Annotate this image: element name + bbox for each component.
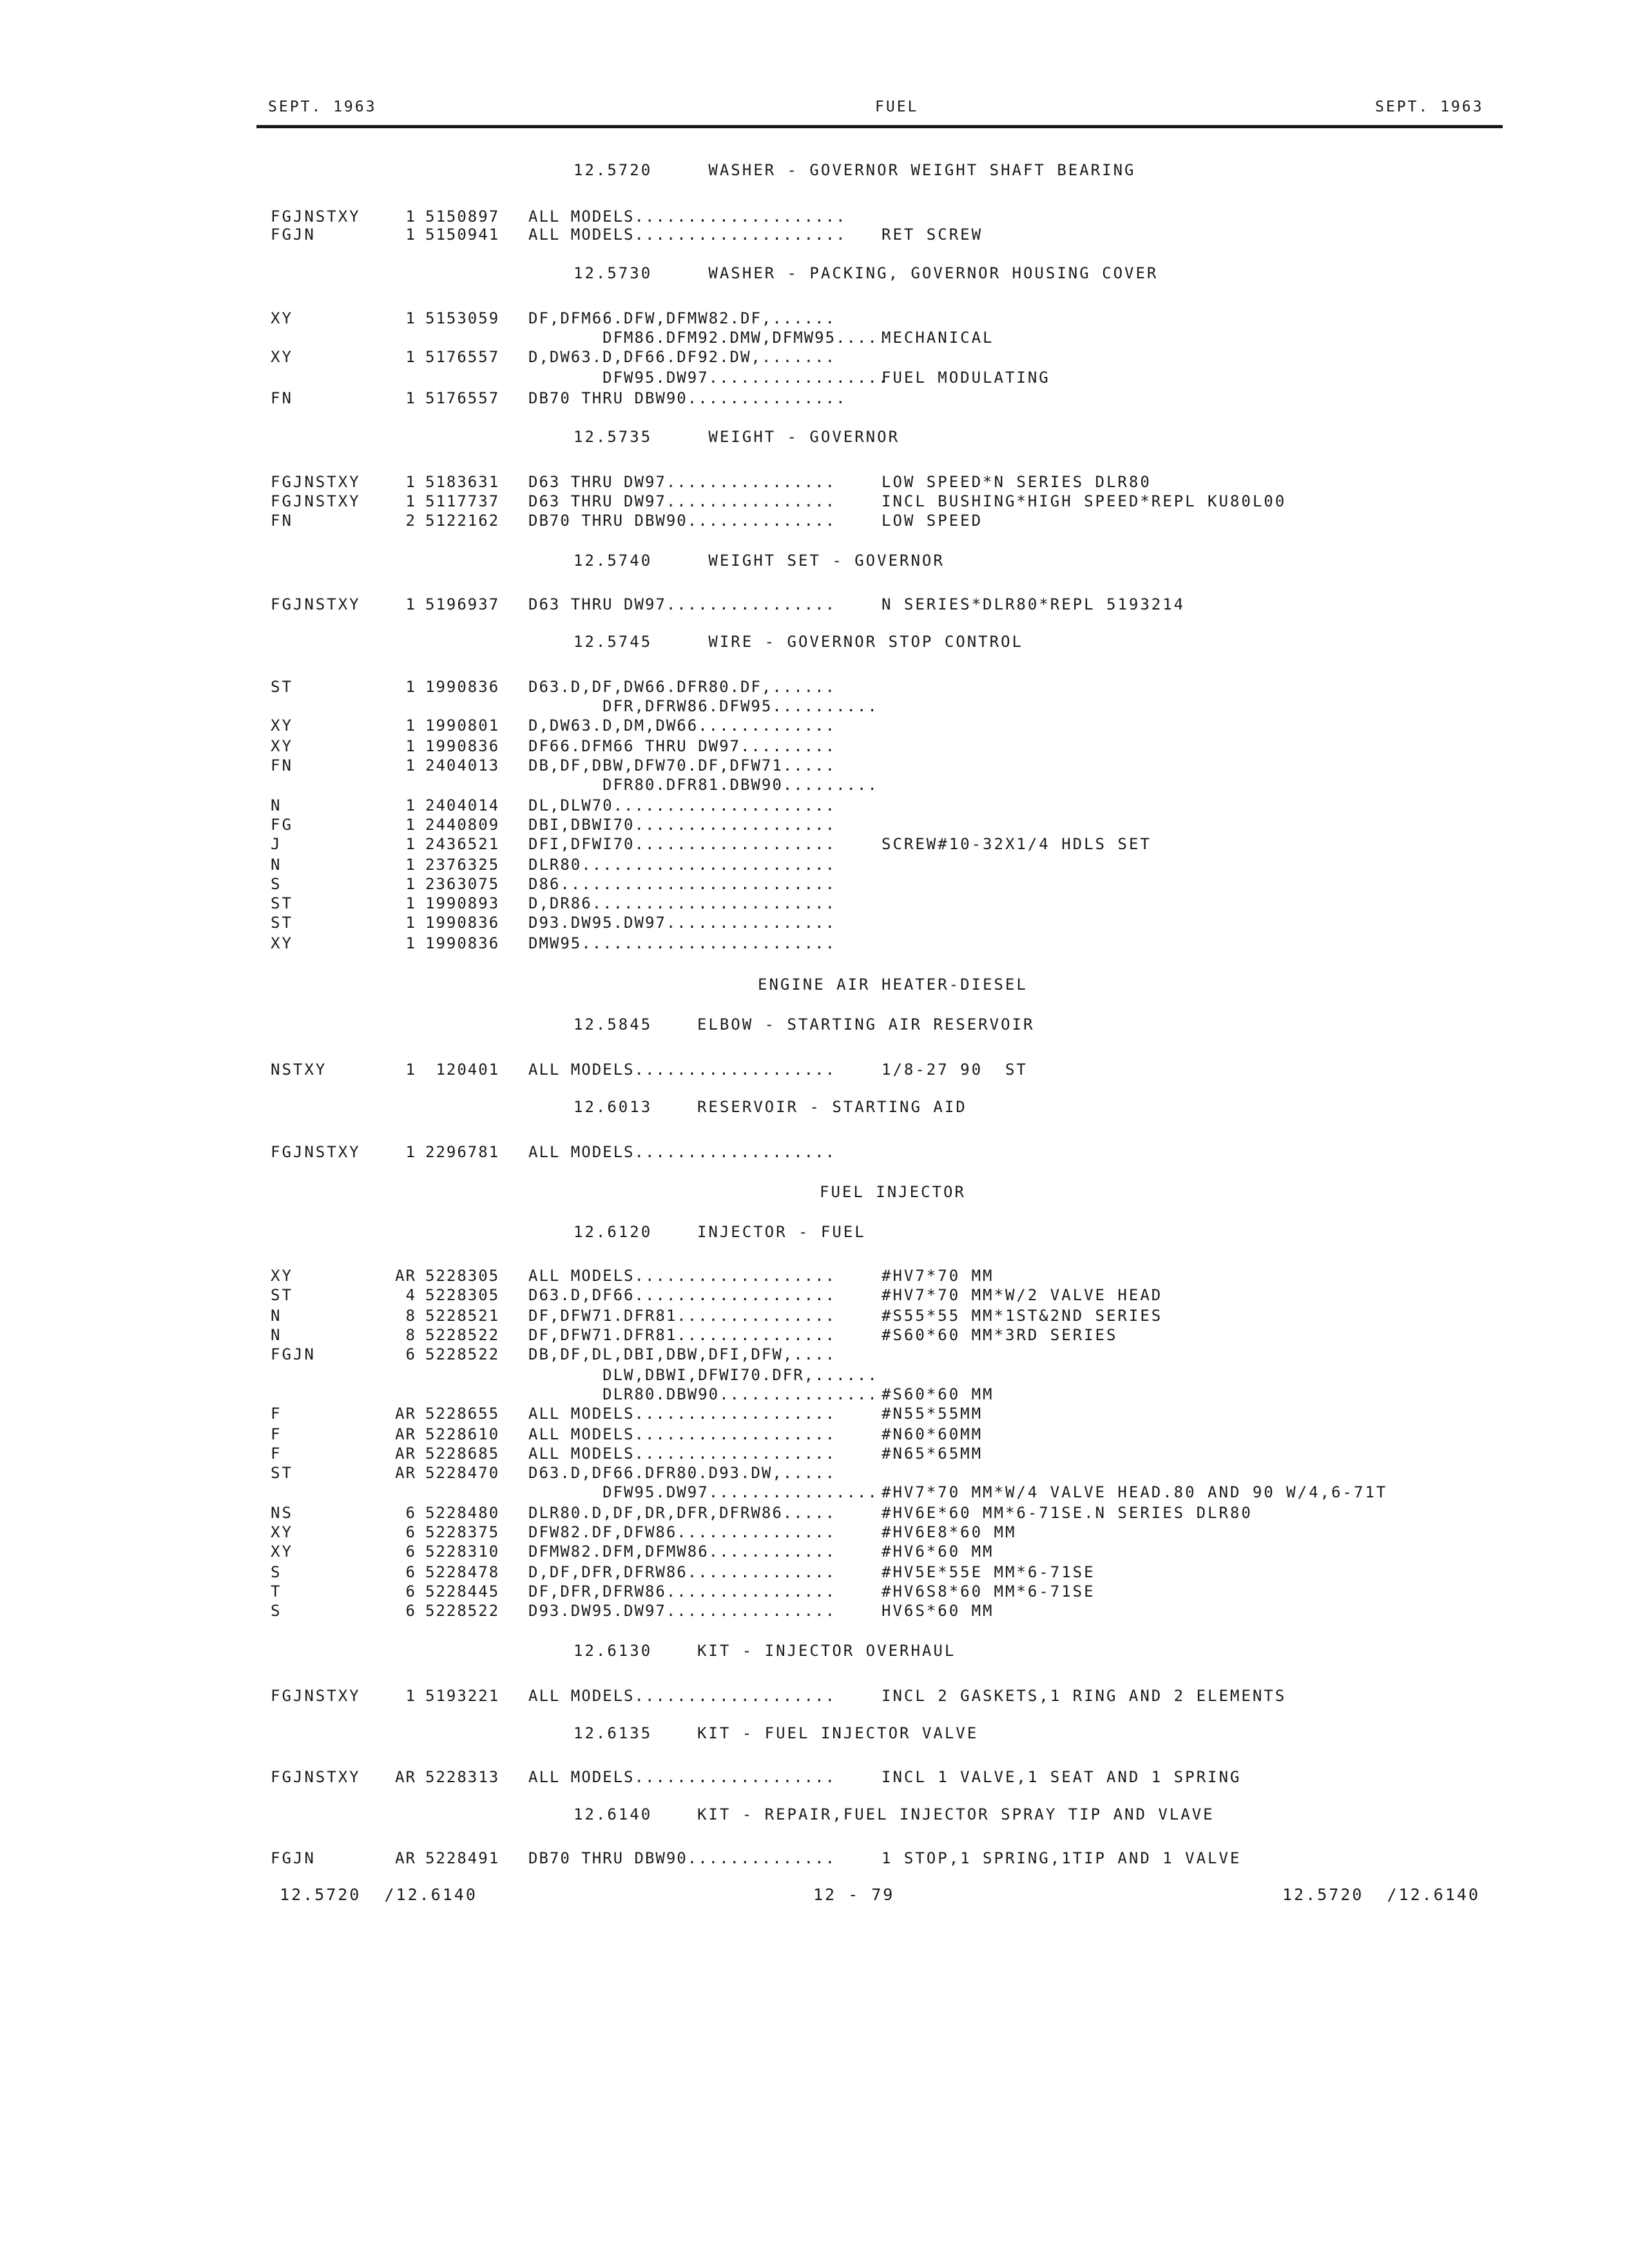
model-code: FGJN <box>271 226 316 244</box>
model-applicability: ALL MODELS................... <box>528 1267 836 1285</box>
item-heading: 12.5730 WASHER - PACKING, GOVERNOR HOUSING COVER <box>574 264 1159 282</box>
item-heading: 12.5735 WEIGHT - GOVERNOR <box>574 428 900 446</box>
model-applicability: DF66.DFM66 THRU DW97......... <box>528 737 836 755</box>
item-heading: 12.6013 RESERVOIR - STARTING AID <box>574 1098 967 1116</box>
model-applicability: DF,DFW71.DFR81............... <box>528 1326 836 1344</box>
item-heading: 12.5720 WASHER - GOVERNOR WEIGHT SHAFT BEARING <box>574 161 1136 179</box>
quantity: 1 <box>405 492 416 510</box>
model-applicability: D,DF,DFR,DFRW86.............. <box>528 1563 836 1581</box>
quantity: 1 <box>405 914 416 932</box>
model-applicability: D93.DW95.DW97................ <box>528 1602 836 1620</box>
section-title: ENGINE AIR HEATER-DIESEL <box>758 975 1028 994</box>
model-applicability: DFM86.DFM92.DMW,DFMW95..... <box>528 329 889 347</box>
model-applicability: D93.DW95.DW97................ <box>528 914 836 932</box>
remark: #N55*55MM <box>882 1405 983 1423</box>
model-applicability: ALL MODELS................... <box>528 1061 836 1079</box>
model-applicability: DB70 THRU DBW90.............. <box>528 512 836 530</box>
model-applicability: DFR80.DFR81.DBW90......... <box>528 776 878 794</box>
model-code: FN <box>271 512 293 530</box>
quantity: 1 <box>405 716 416 735</box>
part-number: 5228610 <box>425 1425 500 1443</box>
quantity: 8 <box>405 1326 416 1344</box>
model-code: F <box>271 1405 282 1423</box>
model-code: N <box>271 1326 282 1344</box>
part-number: 2436521 <box>425 835 500 853</box>
model-code: T <box>271 1582 282 1600</box>
quantity: 1 <box>405 473 416 491</box>
model-applicability: D63 THRU DW97................ <box>528 473 836 491</box>
model-code: NS <box>271 1504 293 1522</box>
part-number: 5228445 <box>425 1582 500 1600</box>
quantity: 1 <box>405 678 416 696</box>
model-applicability: ALL MODELS................... <box>528 1687 836 1705</box>
section-title: FUEL INJECTOR <box>820 1183 966 1201</box>
model-applicability: ALL MODELS................... <box>528 1768 836 1786</box>
model-applicability: DLW,DBWI,DFWI70.DFR,...... <box>528 1366 878 1384</box>
model-applicability: DFI,DFWI70................... <box>528 835 836 853</box>
model-code: ST <box>271 914 293 932</box>
remark: RET SCREW <box>882 226 983 244</box>
quantity: AR <box>395 1445 416 1463</box>
item-heading: 12.6140 KIT - REPAIR,FUEL INJECTOR SPRAY TIP AND VLAVE <box>574 1805 1215 1823</box>
model-code: N <box>271 856 282 874</box>
quantity: 1 <box>405 207 416 226</box>
footer-range-left: 12.5720 /12.6140 <box>280 1885 477 1904</box>
quantity: 1 <box>405 1061 416 1079</box>
model-code: N <box>271 796 282 814</box>
remark: #N60*60MM <box>882 1425 983 1443</box>
quantity: 1 <box>405 756 416 774</box>
part-number: 1990836 <box>425 737 500 755</box>
model-code: FGJNSTXY <box>271 595 361 613</box>
header-rule <box>256 125 1503 128</box>
model-applicability: D63 THRU DW97................ <box>528 492 836 510</box>
remark: #S55*55 MM*1ST&2ND SERIES <box>882 1307 1163 1325</box>
item-heading: 12.5845 ELBOW - STARTING AIR RESERVOIR <box>574 1015 1035 1033</box>
remark: MECHANICAL <box>882 329 994 347</box>
part-number: 5176557 <box>425 348 500 366</box>
part-number: 5176557 <box>425 389 500 407</box>
quantity: AR <box>395 1849 416 1867</box>
quantity: AR <box>395 1768 416 1786</box>
model-applicability: DLR80.DBW90............... <box>528 1385 878 1403</box>
part-number: 5150941 <box>425 226 500 244</box>
quantity: 1 <box>405 856 416 874</box>
model-code: FGJNSTXY <box>271 1768 361 1786</box>
remark: #HV7*70 MM <box>882 1267 994 1285</box>
item-heading: 12.5740 WEIGHT SET - GOVERNOR <box>574 552 945 570</box>
model-code: S <box>271 1602 282 1620</box>
model-applicability: ALL MODELS................... <box>528 1425 836 1443</box>
part-number: 5122162 <box>425 512 500 530</box>
part-number: 5150897 <box>425 207 500 226</box>
remark: INCL 2 GASKETS,1 RING AND 2 ELEMENTS <box>882 1687 1287 1705</box>
model-applicability: DFMW82.DFM,DFMW86............ <box>528 1542 836 1561</box>
remark: FUEL MODULATING <box>882 369 1050 387</box>
quantity: AR <box>395 1267 416 1285</box>
model-applicability: DFW95.DW97................. <box>528 369 889 387</box>
quantity: 1 <box>405 389 416 407</box>
model-code: FGJNSTXY <box>271 207 361 226</box>
remark: #HV6S8*60 MM*6-71SE <box>882 1582 1095 1600</box>
part-number: 5153059 <box>425 309 500 327</box>
quantity: 1 <box>405 1687 416 1705</box>
part-number: 1990836 <box>425 678 500 696</box>
part-number: 5228305 <box>425 1286 500 1304</box>
part-number: 5228685 <box>425 1445 500 1463</box>
model-applicability: DLR80.D,DF,DR,DFR,DFRW86..... <box>528 1504 836 1522</box>
model-applicability: DL,DLW70..................... <box>528 796 836 814</box>
quantity: 1 <box>405 835 416 853</box>
model-code: ST <box>271 1286 293 1304</box>
remark: HV6S*60 MM <box>882 1602 994 1620</box>
model-applicability: ALL MODELS................... <box>528 1143 836 1161</box>
model-applicability: D86.......................... <box>528 875 836 893</box>
quantity: 8 <box>405 1307 416 1325</box>
header-date-left: SEPT. 1963 <box>268 99 377 115</box>
remark: #HV6E*60 MM*6-71SE.N SERIES DLR80 <box>882 1504 1253 1522</box>
quantity: 2 <box>405 512 416 530</box>
quantity: 1 <box>405 1143 416 1161</box>
part-number: 5228305 <box>425 1267 500 1285</box>
model-code: FGJNSTXY <box>271 473 361 491</box>
part-number: 5228522 <box>425 1602 500 1620</box>
part-number: 5228470 <box>425 1464 500 1482</box>
model-applicability: DBI,DBWI70................... <box>528 816 836 834</box>
quantity: 1 <box>405 226 416 244</box>
quantity: 6 <box>405 1345 416 1363</box>
remark: INCL BUSHING*HIGH SPEED*REPL KU80L00 <box>882 492 1287 510</box>
model-applicability: DB70 THRU DBW90.............. <box>528 1849 836 1867</box>
remark: 1 STOP,1 SPRING,1TIP AND 1 VALVE <box>882 1849 1242 1867</box>
quantity: 6 <box>405 1504 416 1522</box>
model-applicability: DB70 THRU DBW90............... <box>528 389 847 407</box>
footer-range-right: 12.5720 /12.6140 <box>1282 1885 1480 1904</box>
quantity: 1 <box>405 875 416 893</box>
model-applicability: DFR,DFRW86.DFW95.......... <box>528 697 878 715</box>
part-number: 1990801 <box>425 716 500 735</box>
remark: LOW SPEED*N SERIES DLR80 <box>882 473 1152 491</box>
part-number: 2363075 <box>425 875 500 893</box>
remark: #HV5E*55E MM*6-71SE <box>882 1563 1095 1581</box>
model-applicability: DFW95.DW97................ <box>528 1483 878 1501</box>
model-applicability: D63.D,DF,DW66.DFR80.DF,...... <box>528 678 836 696</box>
part-number: 5228478 <box>425 1563 500 1581</box>
model-applicability: DLR80........................ <box>528 856 836 874</box>
model-applicability: DB,DF,DL,DBI,DBW,DFI,DFW,.... <box>528 1345 836 1363</box>
model-code: ST <box>271 678 293 696</box>
model-code: ST <box>271 894 293 912</box>
item-heading: 12.5745 WIRE - GOVERNOR STOP CONTROL <box>574 633 1023 651</box>
remark: INCL 1 VALVE,1 SEAT AND 1 SPRING <box>882 1768 1242 1786</box>
model-code: ST <box>271 1464 293 1482</box>
remark: 1/8-27 90 ST <box>882 1061 1028 1079</box>
part-number: 5183631 <box>425 473 500 491</box>
model-applicability: D,DR86....................... <box>528 894 836 912</box>
item-heading: 12.6135 KIT - FUEL INJECTOR VALVE <box>574 1724 979 1742</box>
item-heading: 12.6120 INJECTOR - FUEL <box>574 1223 866 1241</box>
model-applicability: D,DW63.D,DF66.DF92.DW,....... <box>528 348 836 366</box>
quantity: 6 <box>405 1602 416 1620</box>
part-number: 2376325 <box>425 856 500 874</box>
model-code: FGJN <box>271 1345 316 1363</box>
quantity: 4 <box>405 1286 416 1304</box>
quantity: 1 <box>405 816 416 834</box>
model-applicability: ALL MODELS................... <box>528 1405 836 1423</box>
quantity: 6 <box>405 1542 416 1561</box>
quantity: 1 <box>405 595 416 613</box>
part-number: 5117737 <box>425 492 500 510</box>
remark: #N65*65MM <box>882 1445 983 1463</box>
quantity: 1 <box>405 309 416 327</box>
model-code: F <box>271 1425 282 1443</box>
part-number: 2404014 <box>425 796 500 814</box>
remark: #S60*60 MM*3RD SERIES <box>882 1326 1118 1344</box>
model-code: XY <box>271 348 293 366</box>
quantity: AR <box>395 1464 416 1482</box>
model-code: N <box>271 1307 282 1325</box>
remark: N SERIES*DLR80*REPL 5193214 <box>882 595 1186 613</box>
part-number: 5228522 <box>425 1326 500 1344</box>
model-applicability: DF,DFR,DFRW86................ <box>528 1582 836 1600</box>
part-number: 5228491 <box>425 1849 500 1867</box>
remark: LOW SPEED <box>882 512 983 530</box>
part-number: 5228313 <box>425 1768 500 1786</box>
model-applicability: DF,DFM66.DFW,DFMW82.DF,...... <box>528 309 836 327</box>
part-number: 5193221 <box>425 1687 500 1705</box>
quantity: 1 <box>405 737 416 755</box>
model-code: FGJNSTXY <box>271 1143 361 1161</box>
model-applicability: D63.D,DF66.DFR80.D93.DW,..... <box>528 1464 836 1482</box>
part-number: 5228375 <box>425 1523 500 1541</box>
remark: SCREW#10-32X1/4 HDLS SET <box>882 835 1152 853</box>
model-code: XY <box>271 1523 293 1541</box>
footer-page-number: 12 - 79 <box>813 1885 895 1904</box>
model-applicability: DMW95........................ <box>528 934 836 952</box>
model-applicability: ALL MODELS.................... <box>528 226 847 244</box>
part-number: 5228310 <box>425 1542 500 1561</box>
part-number: 5228480 <box>425 1504 500 1522</box>
remark: #S60*60 MM <box>882 1385 994 1403</box>
part-number: 2404013 <box>425 756 500 774</box>
model-applicability: ALL MODELS................... <box>528 1445 836 1463</box>
part-number: 5228521 <box>425 1307 500 1325</box>
part-number: 1990836 <box>425 914 500 932</box>
model-applicability: DFW82.DF,DFW86............... <box>528 1523 836 1541</box>
model-code: FN <box>271 756 293 774</box>
model-code: XY <box>271 1267 293 1285</box>
model-code: FGJN <box>271 1849 316 1867</box>
part-number: 1990893 <box>425 894 500 912</box>
model-code: FGJNSTXY <box>271 492 361 510</box>
quantity: 6 <box>405 1523 416 1541</box>
remark: #HV6E8*60 MM <box>882 1523 1017 1541</box>
remark: #HV7*70 MM*W/2 VALVE HEAD <box>882 1286 1163 1304</box>
model-code: FG <box>271 816 293 834</box>
model-code: XY <box>271 716 293 735</box>
part-number: 5228522 <box>425 1345 500 1363</box>
quantity: 6 <box>405 1582 416 1600</box>
model-code: S <box>271 1563 282 1581</box>
quantity: 1 <box>405 348 416 366</box>
model-applicability: D63 THRU DW97................ <box>528 595 836 613</box>
model-code: XY <box>271 934 293 952</box>
remark: #HV6*60 MM <box>882 1542 994 1561</box>
part-number: 5228655 <box>425 1405 500 1423</box>
part-number: 5196937 <box>425 595 500 613</box>
part-number: 2440809 <box>425 816 500 834</box>
header-section-title: FUEL <box>875 99 919 115</box>
quantity: AR <box>395 1425 416 1443</box>
quantity: 1 <box>405 796 416 814</box>
model-code: XY <box>271 309 293 327</box>
model-code: J <box>271 835 282 853</box>
model-applicability: DF,DFW71.DFR81............... <box>528 1307 836 1325</box>
quantity: 6 <box>405 1563 416 1581</box>
remark: #HV7*70 MM*W/4 VALVE HEAD.80 AND 90 W/4,6-71T <box>882 1483 1388 1501</box>
model-applicability: DB,DF,DBW,DFW70.DF,DFW71..... <box>528 756 836 774</box>
item-heading: 12.6130 KIT - INJECTOR OVERHAUL <box>574 1642 956 1660</box>
quantity: 1 <box>405 934 416 952</box>
model-code: FN <box>271 389 293 407</box>
model-code: NSTXY <box>271 1061 327 1079</box>
model-code: S <box>271 875 282 893</box>
header-date-right: SEPT. 1963 <box>1375 99 1484 115</box>
model-code: XY <box>271 737 293 755</box>
model-applicability: ALL MODELS.................... <box>528 207 847 226</box>
model-applicability: D,DW63.D,DM,DW66............. <box>528 716 836 735</box>
quantity: 1 <box>405 894 416 912</box>
part-number: 120401 <box>425 1061 500 1079</box>
quantity: AR <box>395 1405 416 1423</box>
part-number: 1990836 <box>425 934 500 952</box>
model-code: XY <box>271 1542 293 1561</box>
part-number: 2296781 <box>425 1143 500 1161</box>
model-code: FGJNSTXY <box>271 1687 361 1705</box>
model-applicability: D63.D,DF66................... <box>528 1286 836 1304</box>
model-code: F <box>271 1445 282 1463</box>
